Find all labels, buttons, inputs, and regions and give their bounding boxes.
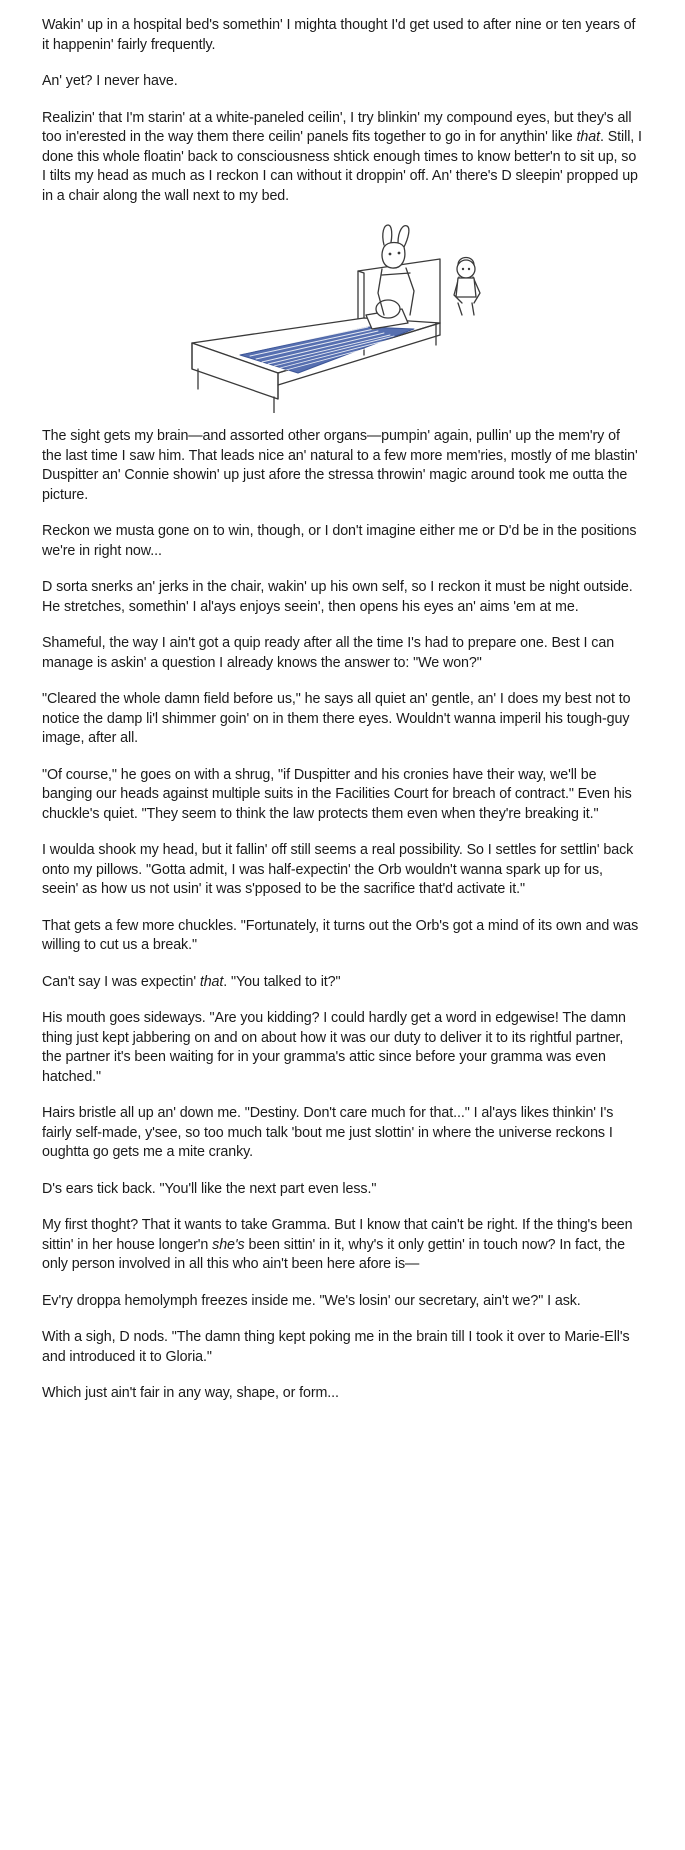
hospital-bed-drawing xyxy=(178,223,508,413)
paragraph: That gets a few more chuckles. "Fortunately, it turns out the Orb's got a mind of its own and was willing to cut us a break." xyxy=(42,917,639,953)
paragraph: Wakin' up in a hospital bed's somethin' I mighta thought I'd get used to after nine or ten years of it happenin' fairly frequently. xyxy=(42,17,636,53)
paragraph: Ev'ry droppa hemolymph freezes inside me. "We's losin' our secretary, ain't we?" I ask. xyxy=(42,1292,581,1309)
paragraph: Reckon we musta gone on to win, though, or I don't imagine either me or D'd be in the positions we're in right now... xyxy=(42,523,637,559)
paragraph: "Of course," he goes on with a shrug, "if Duspitter and his cronies have their way, we'll be banging our heads against multiple suits in the Facilities Court for breach of contract." Even his chuckle's quiet. "They seem to think the law protects them even when they're breaking it." xyxy=(42,766,632,822)
paragraph: Shameful, the way I ain't got a quip ready after all the time I's had to prepare one. Best I can manage is askin' a question I already knows the answer to: "We won?" xyxy=(42,635,615,671)
paragraph: Realizin' that I'm starin' at a white-paneled ceilin', I try blinkin' my compound eyes, but they's all too in'erested in the way them there ceilin' panels fits together to go in for anythin' like that. Still, I done this whole floatin' back to consciousness shtick enough times to know better'n to sit up, so I tilts my head as much as I reckon I can without it droppin' off. An' there's D sleepin' propped up in a chair along the wall next to my bed. xyxy=(42,109,642,204)
paragraph: D's ears tick back. "You'll like the next part even less." xyxy=(42,1180,377,1197)
paragraph: Can't say I was expectin' that. "You talked to it?" xyxy=(42,973,341,990)
paragraph: "Cleared the whole damn field before us," he says all quiet an' gentle, an' I does my best not to notice the damp li'l shimmer goin' on in them there eyes. Wouldn't wanna imperil his tough-guy image, after all. xyxy=(42,691,631,746)
paragraph: Hairs bristle all up an' down me. "Destiny. Don't care much for that..." I al'ays likes thinkin' I's fairly self-made, y'see, so too much talk 'bout me just slottin' in where the universe reckons I oughtta go gets me a mite cranky. xyxy=(42,1105,614,1160)
paragraph: My first thoght? That it wants to take Gramma. But I know that cain't be right. If the thing's been sittin' in her house longer'n she's been sittin' in it, why's it only gettin' in touch now? In fact, the only person involved in all this who ain't been here afore is— xyxy=(42,1217,633,1272)
paragraph: I woulda shook my head, but it fallin' off still seems a real possibility. So I settles for settlin' back onto my pillows. "Gotta admit, I was half-expectin' the Orb wouldn't wanna spark up for us, seein' as how us not usin' it was s'pposed to be the sacrifice that'd activate it." xyxy=(42,842,634,897)
paragraph: His mouth goes sideways. "Are you kidding? I could hardly get a word in edgewise! The damn thing just kept jabbering on and on about how it was our duty to deliver it to its rightful partner, the partner it's been waiting for in your gramma's attic since before your gramma was even hatched." xyxy=(42,1010,626,1085)
paragraph: An' yet? I never have. xyxy=(42,73,178,89)
paragraph: With a sigh, D nods. "The damn thing kept poking me in the brain till I took it over to Marie-Ell's and introduced it to Gloria." xyxy=(42,1329,630,1365)
hospital-bed-illustration xyxy=(42,223,643,413)
paragraph: The sight gets my brain—and assorted other organs—pumpin' again, pullin' up the mem'ry of the last time I saw him. That leads nice an' natural to a few more mem'ries, mostly of me blastin' Duspitter an' Connie showin' up just afore the stressa throwin' magic around took me outta the picture. xyxy=(42,428,638,503)
paragraph: D sorta snerks an' jerks in the chair, wakin' up his own self, so I reckon it must be night outside. He stretches, somethin' I al'ays enjoys seein', then opens his eyes an' aims 'em at me. xyxy=(42,579,633,615)
story-text xyxy=(42,16,643,1404)
paragraph: Which just ain't fair in any way, shape, or form... xyxy=(42,1385,339,1401)
